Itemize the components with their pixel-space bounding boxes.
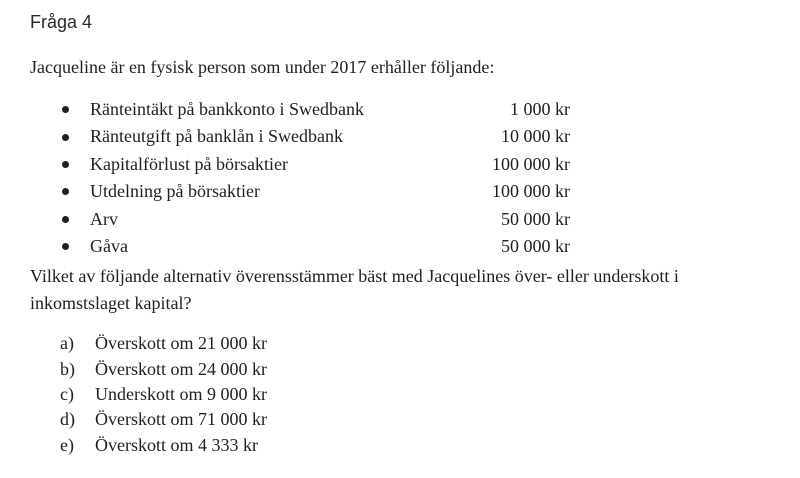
question-line: inkomstslaget kapital? (30, 293, 192, 314)
option-item-b (60, 357, 770, 382)
question-line: Vilket av följande alternativ överensstämmer bäst med Jacquelines över- eller underskott i (30, 266, 679, 287)
option-text: Överskott om 4 333 kr (95, 434, 258, 455)
list-item (62, 233, 570, 260)
item-label: Ränteintäkt på bankkonto i Swedbank (90, 99, 364, 119)
intro-paragraph: Jacqueline är en fysisk person som under 2017 erhåller följande: (30, 57, 495, 77)
item-label: Ränteutgift på banklån i Swedbank (90, 126, 343, 147)
bullet-icon (62, 243, 69, 250)
item-amount: 50 000 kr (501, 236, 570, 257)
option-item-e (60, 433, 770, 458)
option-item-d (60, 407, 770, 432)
item-amount: 10 000 kr (501, 126, 570, 147)
option-text: Överskott om 71 000 kr (95, 409, 267, 430)
item-label: Gåva (90, 236, 128, 257)
bullet-icon (62, 161, 69, 168)
list-item (62, 206, 570, 233)
bullet-icon (62, 106, 69, 113)
bullet-icon (62, 134, 69, 141)
option-text: Överskott om 24 000 kr (95, 358, 267, 379)
list-item (62, 96, 570, 123)
bullet-icon (62, 216, 69, 223)
income-items-list (62, 96, 570, 260)
bullet-icon (62, 188, 69, 195)
page-title: Fråga 4 (30, 12, 93, 32)
question-paragraph (30, 263, 770, 317)
option-letter: d) (60, 409, 75, 430)
item-amount: 100 000 kr (492, 181, 570, 202)
list-item (62, 123, 570, 150)
answer-options-list (60, 331, 770, 457)
option-letter: e) (60, 434, 74, 455)
item-label: Utdelning på börsaktier (90, 181, 260, 202)
option-item-a (60, 331, 770, 356)
item-amount: 1 000 kr (510, 99, 570, 119)
option-text: Underskott om 9 000 kr (95, 384, 267, 405)
option-letter: c) (60, 384, 74, 405)
option-item-c (60, 382, 770, 407)
list-item (62, 178, 570, 205)
item-amount: 100 000 kr (492, 153, 570, 174)
option-letter: a) (60, 333, 74, 354)
option-letter: b) (60, 358, 75, 379)
item-amount: 50 000 kr (501, 208, 570, 229)
item-label: Kapitalförlust på börsaktier (90, 153, 288, 174)
option-text: Överskott om 21 000 kr (95, 333, 267, 354)
list-item (62, 151, 570, 178)
item-label: Arv (90, 208, 118, 229)
